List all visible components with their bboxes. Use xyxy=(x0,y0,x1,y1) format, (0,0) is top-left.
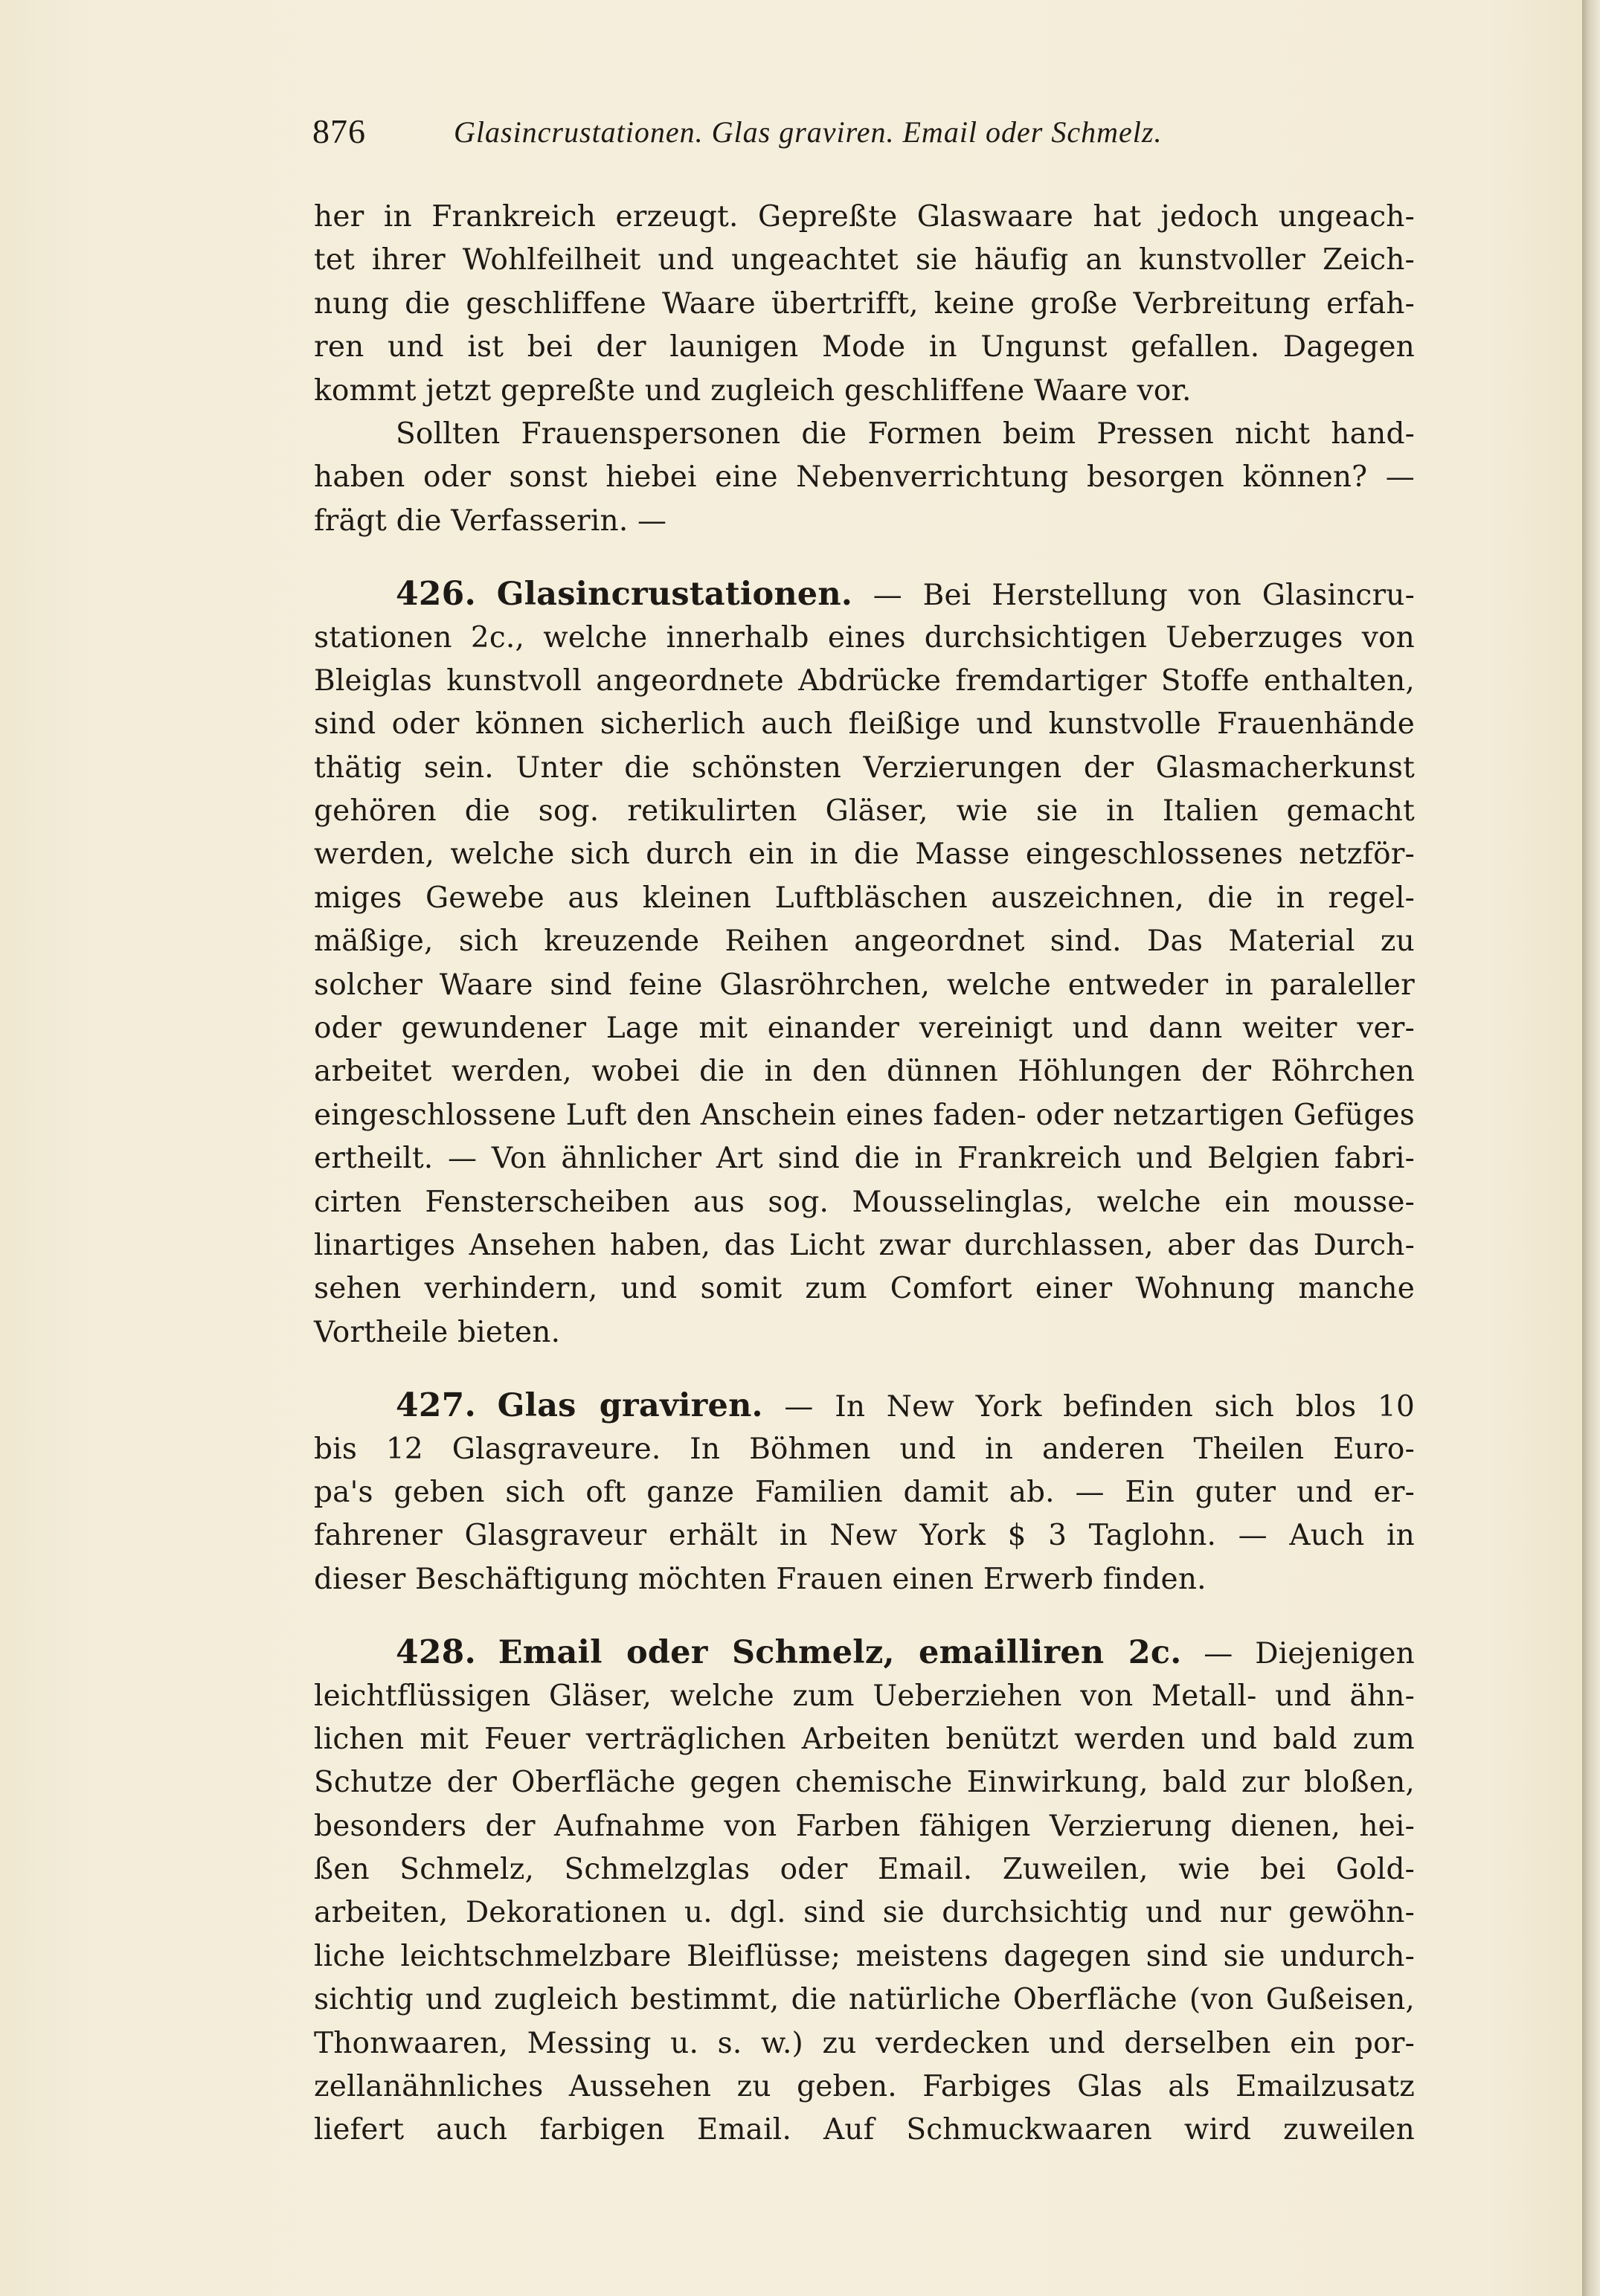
section-title: Email oder Schmelz, emailliren 2c. xyxy=(498,1634,1182,1672)
text-line: liefert auch farbigen Email. Auf Schmuckwaaren wird zuweilen xyxy=(314,2113,1415,2147)
text-line: zellanähnliches Aussehen zu geben. Farbiges Glas als Emailzusatz xyxy=(314,2070,1415,2104)
text-line: ßen Schmelz, Schmelzglas oder Email. Zuweilen, wie bei Gold- xyxy=(314,1853,1415,1887)
text-line: pa's geben sich oft ganze Familien damit ab. — Ein guter und er- xyxy=(314,1475,1415,1509)
text-fragment: — Bei Herstellung von Glasincru- xyxy=(873,579,1415,613)
section-number: 427. xyxy=(396,1386,476,1425)
text-line: Schutze der Oberfläche gegen chemische Einwirkung, bald zur bloßen, xyxy=(314,1766,1415,1800)
section-heading-line xyxy=(314,1631,1415,1674)
text-line: ren und ist bei der launigen Mode in Ungunst gefallen. Dagegen xyxy=(314,330,1415,364)
text-line: liche leichtschmelzbare Bleiflüsse; meistens dagegen sind sie undurch- xyxy=(314,1939,1415,1973)
section-428 xyxy=(314,1631,1415,2196)
page-number: 876 xyxy=(312,112,366,150)
text-line: cirten Fensterscheiben aus sog. Mousselinglas, welche ein mousse- xyxy=(314,1185,1415,1219)
text-line: haben oder sonst hiebei eine Nebenverrichtung besorgen können? — xyxy=(314,460,1415,495)
text-line: sind oder können sicherlich auch fleißige und kunstvolle Frauenhände xyxy=(314,707,1415,742)
section-heading-line xyxy=(314,1384,1415,1427)
text-line: dieser Beschäftigung möchten Frauen einen Erwerb finden. xyxy=(314,1562,1207,1596)
section-gap xyxy=(314,543,1415,573)
text-line: ertheilt. — Von ähnlicher Art sind die in Frankreich und Belgien fabri- xyxy=(314,1142,1415,1176)
text-line: linartiges Ansehen haben, das Licht zwar durchlassen, aber das Durch- xyxy=(314,1228,1415,1262)
text-line: sichtig und zugleich bestimmt, die natürliche Oberfläche (von Gußeisen, xyxy=(314,1983,1415,2017)
section-number: 426. xyxy=(396,575,476,614)
text-line: solcher Waare sind feine Glasröhrchen, welche entweder in paraleller xyxy=(314,968,1415,1002)
text-line: werden, welche sich durch ein in die Masse eingeschlossenes netzför- xyxy=(314,837,1415,872)
running-head: Glasincrustationen. Glas graviren. Email oder Schmelz. xyxy=(454,115,1163,149)
body-text xyxy=(314,196,1415,2196)
text-line: besonders der Aufnahme von Farben fähigen Verzierung dienen, hei- xyxy=(314,1809,1415,1843)
paragraph xyxy=(314,196,1415,413)
section-number: 428. xyxy=(396,1633,476,1672)
text-line: lichen mit Feuer verträglichen Arbeiten benützt werden und bald zum xyxy=(314,1722,1415,1756)
text-line: Sollten Frauenspersonen die Formen beim Pressen nicht hand- xyxy=(396,417,1415,451)
text-line: eingeschlossene Luft den Anschein eines faden- oder netzartigen Gefüges xyxy=(314,1098,1415,1132)
section-title: Glasincrustationen. xyxy=(496,576,852,614)
text-line: Thonwaaren, Messing u. s. w.) zu verdecken und derselben ein por- xyxy=(314,2026,1415,2060)
text-line: mäßige, sich kreuzende Reihen angeordnet sind. Das Material zu xyxy=(314,924,1415,959)
text-line: frägt die Verfasserin. — xyxy=(314,504,667,538)
section-427 xyxy=(314,1384,1415,1601)
section-426 xyxy=(314,573,1415,1354)
text-line: arbeitet werden, wobei die in den dünnen Höhlungen der Röhrchen xyxy=(314,1055,1415,1089)
paragraph xyxy=(314,413,1415,543)
text-line: sehen verhindern, und somit zum Comfort einer Wohnung manche xyxy=(314,1272,1415,1306)
text-line: tet ihrer Wohlfeilheit und ungeachtet sie häufig an kunstvoller Zeich- xyxy=(314,243,1415,277)
section-heading-line xyxy=(314,573,1415,616)
text-line: Vortheile bieten. xyxy=(314,1315,561,1349)
text-line xyxy=(314,2152,1415,2196)
text-line: arbeiten, Dekorationen u. dgl. sind sie durchsichtig und nur gewöhn- xyxy=(314,1896,1415,1930)
text-line: gehören die sog. retikulirten Gläser, wie sie in Italien gemacht xyxy=(314,794,1415,829)
text-line: leichtflüssigen Gläser, welche zum Ueberziehen von Metall- und ähn- xyxy=(314,1679,1415,1713)
section-gap xyxy=(314,1601,1415,1631)
page-header xyxy=(312,112,1279,164)
text-line: bis 12 Glasgraveure. In Böhmen und in anderen Theilen Euro- xyxy=(314,1432,1415,1466)
text-line: stationen 2c., welche innerhalb eines durchsichtigen Ueberzuges von xyxy=(314,620,1415,655)
section-gap xyxy=(314,1354,1415,1384)
page-edge xyxy=(1582,0,1600,2296)
text-line: nung die geschliffene Waare übertrifft, keine große Verbreitung erfah- xyxy=(314,286,1415,321)
text-fragment: — Diejenigen xyxy=(1204,1637,1415,1671)
text-line: oder gewundener Lage mit einander vereinigt und dann weiter ver- xyxy=(314,1012,1415,1046)
section-title: Glas graviren. xyxy=(497,1387,763,1425)
text-fragment: — In New York befinden sich blos 10 xyxy=(784,1390,1415,1424)
text-line: thätig sein. Unter die schönsten Verzierungen der Glasmacherkunst xyxy=(314,750,1415,785)
text-line: miges Gewebe aus kleinen Luftbläschen auszeichnen, die in regel- xyxy=(314,881,1415,915)
text-line: kommt jetzt gepreßte und zugleich geschliffene Waare vor. xyxy=(314,373,1192,408)
text-line: her in Frankreich erzeugt. Gepreßte Glaswaare hat jedoch ungeach- xyxy=(314,200,1415,234)
text-line: fahrener Glasgraveur erhält in New York $ 3 Taglohn. — Auch in xyxy=(314,1519,1415,1553)
text-line: Bleiglas kunstvoll angeordnete Abdrücke fremdartiger Stoffe enthalten, xyxy=(314,663,1415,698)
